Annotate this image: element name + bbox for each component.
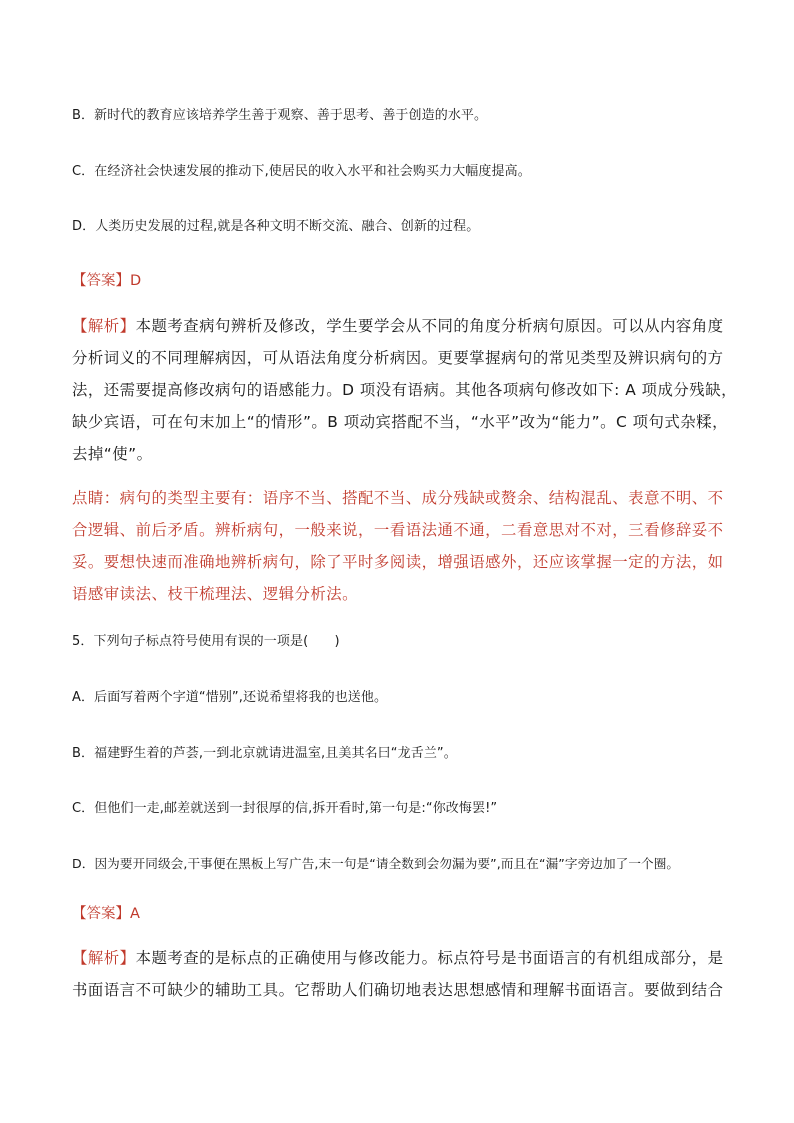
q5-answer <box>72 903 140 925</box>
q5-option-a: A．后面写着两个字道“惜别”,还说希望将我的也送他。 <box>72 690 388 705</box>
q4-option-b: B．新时代的教育应该培养学生善于观察、善于思考、善于创造的水平。 <box>72 108 488 123</box>
q5-analysis-line: 【解析】本题考查的是标点的正确使用与修改能力。标点符号是书面语言的有机组成部分，是 <box>72 949 724 967</box>
q5-option-c: C．但他们一走,邮差就送到一封很厚的信,拆开看时,第一句是:“你改悔罢!” <box>72 801 498 816</box>
q5-analysis <box>72 942 727 1006</box>
q5-option-b: B．福建野生着的芦荟,一到北京就请进温室,且美其名曰“龙舌兰”。 <box>72 746 457 761</box>
q4-option-c: C．在经济社会快速发展的推动下,使居民的收入水平和社会购买力大幅度提高。 <box>72 164 531 179</box>
q5-analysis-line: 书面语言不可缺少的辅助工具。它帮助人们确切地表达思想感情和理解书面语言。要做到结合 <box>72 981 724 999</box>
q5-answer-value: A <box>130 906 140 922</box>
q5-option-d: D．因为要开同级会,干事便在黑板上写广告,末一句是“请全数到会勿漏为要”,而且在“漏”字旁边加了一个圈。 <box>72 856 680 871</box>
q4-answer-value: D <box>130 273 142 289</box>
q4-tip <box>72 482 727 610</box>
q4-analysis-tag: 【解析】 <box>72 317 136 335</box>
q4-analysis-line: 法，还需要提高修改病句的语感能力。D 项没有语病。其他各项病句修改如下: A 项成分残缺， <box>72 381 737 399</box>
q4-answer <box>72 270 141 292</box>
q4-tip-line: 点睛：病句的类型主要有：语序不当、搭配不当、成分残缺或赘余、结构混乱、表意不明、不 <box>72 489 724 507</box>
q5-stem: 5．下列句子标点符号使用有误的一项是( ) <box>72 634 340 649</box>
q5-answer-tag: 【答案】 <box>72 906 130 922</box>
q4-tip-line: 合逻辑、前后矛盾。辨析病句，一般来说，一看语法通不通，二看意思对不对，三看修辞妥不 <box>72 521 724 539</box>
q4-option-d: D．人类历史发展的过程,就是各种文明不断交流、融合、创新的过程。 <box>72 219 480 234</box>
q4-tip-line: 妥。要想快速而准确地辨析病句，除了平时多阅读，增强语感外，还应该掌握一定的方法，如 <box>72 553 724 571</box>
q4-analysis <box>72 310 737 470</box>
q4-answer-tag: 【答案】 <box>72 273 130 289</box>
q4-analysis-line: 去掉“使”。 <box>72 445 153 463</box>
q5-analysis-tag: 【解析】 <box>72 949 136 967</box>
q4-analysis-line: 缺少宾语，可在句末加上“的情形”。B 项动宾搭配不当，“水平”改为“能力”。C 项句式杂糅， <box>72 413 728 431</box>
q4-analysis-line: 分析词义的不同理解病因，可从语法角度分析病因。更要掌握病句的常见类型及辨识病句的方 <box>72 349 724 367</box>
q4-tip-line: 语感审读法、枝干梳理法、逻辑分析法。 <box>72 585 359 603</box>
q4-analysis-line: 【解析】本题考查病句辨析及修改，学生要学会从不同的角度分析病句原因。可以从内容角度 <box>72 317 724 335</box>
